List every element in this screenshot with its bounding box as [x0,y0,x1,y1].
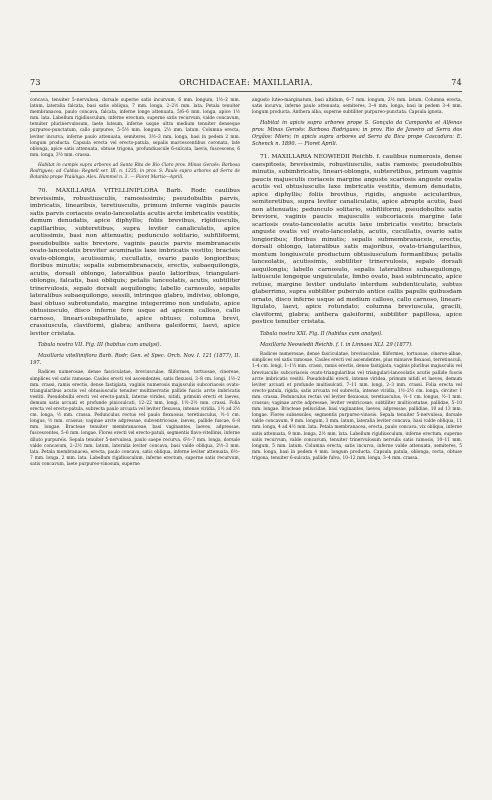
left-column [30,98,240,468]
species-70-diagnosis [30,188,240,338]
species-71-description: Radices numerosae, dense fasciculatae, breviusculae, filiformes, tortuosae, cinereo-albae, simplices vel satis ramosae. Caules erecti vel ascendentes, plus minusve flexuosi, terretiusculi, 1–4 cm. longi, 1–1½ mm. crassi, ramis erectis, dense fastigiata, vaginis pluribus majusculis vel breviusculis subcoriaceis ovato-triangularibus vel triangulari-lanceolatis acutis pallide fuscis arcte imbricatis vestiti. Pseudobulbi erecti, intense viridea, primum nitidi et laeves, demum leviter arcuati et profunde multisulcati, 7–11 mm. longi, 2–3 mm. crassi. Folia erecta vel erecto-patula, rigida, satis arcuata vel subrecta, intense viridia, 1½–2½ cm. longa, circiter 1 mm. crassa. Pedunculus rectus vel leviter flexuosus, teretiusculus, ½–1 cm. longus, ½–1 mm. crassus; vaginae arcte adpressae, leviter ventricosae, subtiliter multicostatae, pallidae, 5–10 mm. longae. Bracteae pellucidae, basi vaginantes, laeves, adpressae, pallidiae, 10 ad 13 mm. longae. Flores subsessiles, segmentis purpureo-vinosis. Sepala tenuiter 5-nervulosa, dorsale valde concavum, 9 mm. longum, 3 mm. latum, lateralia leviter concava, basi valde obliqua, 11 mm. longa, 4 ad 4½ mm. lata. Petala membranacea, erecta, paulo concava, vix obliqua, inferne satis attenuata, 9 mm. longa, 2½ mm. lata. Labellum rigidiusculum, inferne erectum, superne satis recurvum, valde concavum, tenuiter trinervulosum nervulis satis ramosis, 10–11 mm. longum, 5 mm. latum. Columna erecta, satis incurva, inferne valde attenuata, semiteres, 5 mm. longa, basi in pedem 4 mm. longum producta. Capsula patula, oblonga, recta, obtuse trigona, tenuiter 6-sulcata, pallide fulva, 10–12 mm. longa, 3–4 mm. crassa. [252,352,462,461]
habitat-paragraph: Habitat in campis supra arbores ad Santa Rita de Rio Claro prov. Minas Geraës: Barbosa Rodrigues; ad Caldas: Regnell ser. III. n. 1235; in prov. S. Paulo supra arbores ad Serra de Botanita prope Ytaüinga: Alex. Hummel n. 3. — Floret Martio—Aprili. [30,162,240,181]
species-70-habitat: Habitat in apicis supra arbores prope S. Gonçalo da Campanha et Alfenas prov. Minas Geraës: Barbosa Rodrigues; in prov. Rio de Janeiro ad Serra dos Orgãos: Miers; in apicis supra arbores ad Serra da Bica prope Cascadura: E. Schenck n. 1890. — Floret Aprili. [252,120,462,147]
species-71-tabula: Tabula nostra XXI. Fig. II (habitus cum analysi). [260,330,383,337]
right-page-number: 74 [451,78,462,87]
right-column [252,98,462,462]
running-head [30,78,462,90]
species-71-heading: 71. MAXILLARIA NEOWIEDII Reichb. f. [260,154,381,161]
species-70-heading: 70. MAXILLARIA VITELLINIFLORA Barb. Rodr. [38,188,207,195]
species-70-citation: Maxillaria vitelliniflora Barb. Rodr. Gen. et Spec. Orch. Nov. I. 121 (1877), II. 197. [30,352,240,366]
species-71-body: caulibus numerosis, dense caespitosis, brevissimis, robustiusculis, satis ramosis; pseudobulbis minutis, subimbricatis, lineari-oblongis, subteretibus, primum vaginis paucis majusculis coriaceis margine anguste scariosis anguste ovatis acutis vel obtusiusculis laxe imbricatis vestitis, demum denudatis, apice diphyllis; foliis brevibus, rigidis, anguste acicularibus, semiteretibus, supra leviter canaliculatis, apice abrupte acutis, basi non attenuatis; pedunculo solitario, subfiliformi, pseudobulbis satis breviore, vaginis paucis majusculis subcoriaceis margine late scariosis ovato-lanceolatis acutis laxe imbricatis vestito; bracteis anguste ovatis vel ovato-lanceolatis, acutis, cucullatis, ovario satis longioribus; floribus minutis; sepalis submembranaceis, erectis, dorsali oblongo, lateralibus satis majoribus, ovato-triangularibus, montum longiuscule productum obtusiusculum formantibus; petalis lanceolatis, acutissimis, subtiliter trinervulosis, sepalo dorsali aequilongis; labello carnosulo, sepalis lateralibus subaequilongo, latiuscule longeque unguiculate, limbo ovato, basi subtruncato, apice retuse, margine leviter undulato interdum subdenticulato, subtus glaberrimo, supra subtiliter puberulo antice callis papulis quibusdam ornato, disco inferne usque ad medium calloso, callo carnoso, lineari-ligulato, laevi, apice rotundato; columna breviuscula, gracili, claviformi, glabra; anthera galeiformi, subtiliter papillosa, apice postice tenuiter cristata. [252,154,463,326]
description-continued: concava, tenuiter 5–nervulosa, dorsale superne satis incurvum, 6 mm. longum, 1½–2 mm. latum, lateralia falcata, basi satis obliqua, 7 mm. longa, 2–2½ mm. lata. Petala tenuiter membranacea, paulo concava, falcata, inferne longe attenuata, 5/6–6 mm. longa, apice 1½ mm. lata. Labellum rigidiusculum, inferne erectum, superne satis recurvum, valde concavum, tenuiter plurinervulosum, laete luteum, inferne usque ultra medium tenuiter densequе purpureo-punctatum, callo purpureo, 5–5½ mm. longum, 2½ mm. latum. Columna erecta, leviter incurva, inferne paulo attenuata, semiteres, 3½–3 mm. longa, basi in pedem 2 mm. longum producta. Capsula erecta vel erecto-patula, sepalis marcescentibus coronata, late oblonga, apice satis attenuata, obtuse trigona, profundiuscule 6-sulcata, laevis, fuscescens, 6 mm. longa, 3½ mm. crassa. [30,98,240,158]
species-71-diagnosis [252,154,462,327]
species-71-citation: Maxillaria Neowiedii Reichb. f. l. in Linnaea XLI. 29 (1877). [260,341,413,348]
left-page-number: 73 [30,78,41,87]
species-70-description: Radices numerosae, dense fasciculatae, breviusculae, filiformes, tortuosae, cinereae, simplices vel satis ramosae. Caules erecti vel ascendentes, satis flexuosi, 3–8 cm. longi, 1½–2 mm. crassi, ramis erectis, dense fastigiata, vaginis numerosis majusculis subcoriaceis ovato-triangularibus acutis vel obtusiusculis tenuiter multinervatis pallide fuscis arcte imbricatis vestiti. Pseudobulbi erecti vel erecto-patuli, laterae virides, nitidi, primum erecti et laeves, demum satis arcuati et profunde pinicsulcati, 12–22 mm. longi, 1½–2½ mm. crassi. Folia erecta vel erecto-patula, subrecta paulo arcuata vel leviter flexuosa, intense viridia, 1½ ad 2½ cm. longa, ½ mm. crassa. Pedunculus rectus vel paulo flexuosus, teretiusculus, ½–1 cm. longus, ½ mm. crassus; vaginae arcte adpressae, subventricosae, laeves, pallide fuscae, 6–8 mm. longae. Bracteae tenuiter membranaceae, basi vaginantes, laeves, adpressae, fuscescentes, 5–6 mm. longae. Flores erecti vel erecto-patuli, segmentis flavo-vitellinis, inferne diluto purpureis. Sepala tenuiter 5-nervulosa, paulo saepe recurva, 6½–7 mm. longa, dorsale valde concavum, 2–2½ mm. latum, lateralia leviter concava, basi valde obliqua, 2½–3 mm. lata. Petala membranacea, erecta, paulo concava, satis obliqua, inferne leviter attenuata, 6½–7 mm. longa, 2 mm. lata. Labellum rigidiusculum, inferne erectum, superne satis recurvum, satis concavum, laete purpureo-vinosum, superne [30,370,240,467]
species-70-description-continued: angusto luteo-marginatum, basi altidum, 6–7 mm. longum, 2½ mm. latum. Columna erecta, satis incurva, inferne paulo attenuata, semiteres, 3–4 mm. longa, basi in pedem 3–4 mm. longum producta. Anthera alba, superne subtiliter purpureo-punctata. Capsula ignota. [252,98,462,116]
header-rule [30,91,462,92]
running-title: ORCHIDACEAE: MAXILLARIA. [179,78,313,87]
species-70-tabula: Tabula nostra VII. Fig. III (habitus cum analysi). [38,342,162,349]
species-70-body: caulibus brevissimis, robustiusculis, ramosissimis; pseudobulbis parvis, imbricatis, linearibus, teretiusculis, primum inferne vaginis paucis satis parvis coriaceis ovato-lanceolatis acutis arcte imbricatis vestitis, demum denudatis, apice diphyllis; foliis brevibus, rigidiusculis, capillaribus, subteretibus, supra leviter canaliculatis, apice acutissimis, basi non attenuatis; pedunculo solitario, subfiliformi, pseudobulbis satis breviore, vaginis paucis parvis membranaceis ovato-lanceolatis breviter acuminatis laxe imbricatis vestito; bracteis ovato-oblongis, acutissimis, cucullatis, ovario paulo longioribus; floribus minutis; sepalis submembranaceis, erectis, subaequilongis, acutis, dorsali oblongo, lateralibus paulo latioribus, triangulari-oblongis, falcatis, basi obliquis; petalis lanceolatis, acutis, subtiliter trinervulosis, sepalo dorsali aequilongis; labello carnosulo, sepalis lateralibus subaequilongo, sessili, intrinque glabro, indiviso, oblongo, basi obtuso subrotundato, margine integerrimo non undulato, apice obtusiusculo, disco inferne fere usque ad apicem calloso, callo carnoso, lineari-subspathulato, apice obtuso; columna brevi, crassiuscula, claviformi, glabra; anthera galeiformi, laevi, apice leviter cristata. [30,188,240,337]
